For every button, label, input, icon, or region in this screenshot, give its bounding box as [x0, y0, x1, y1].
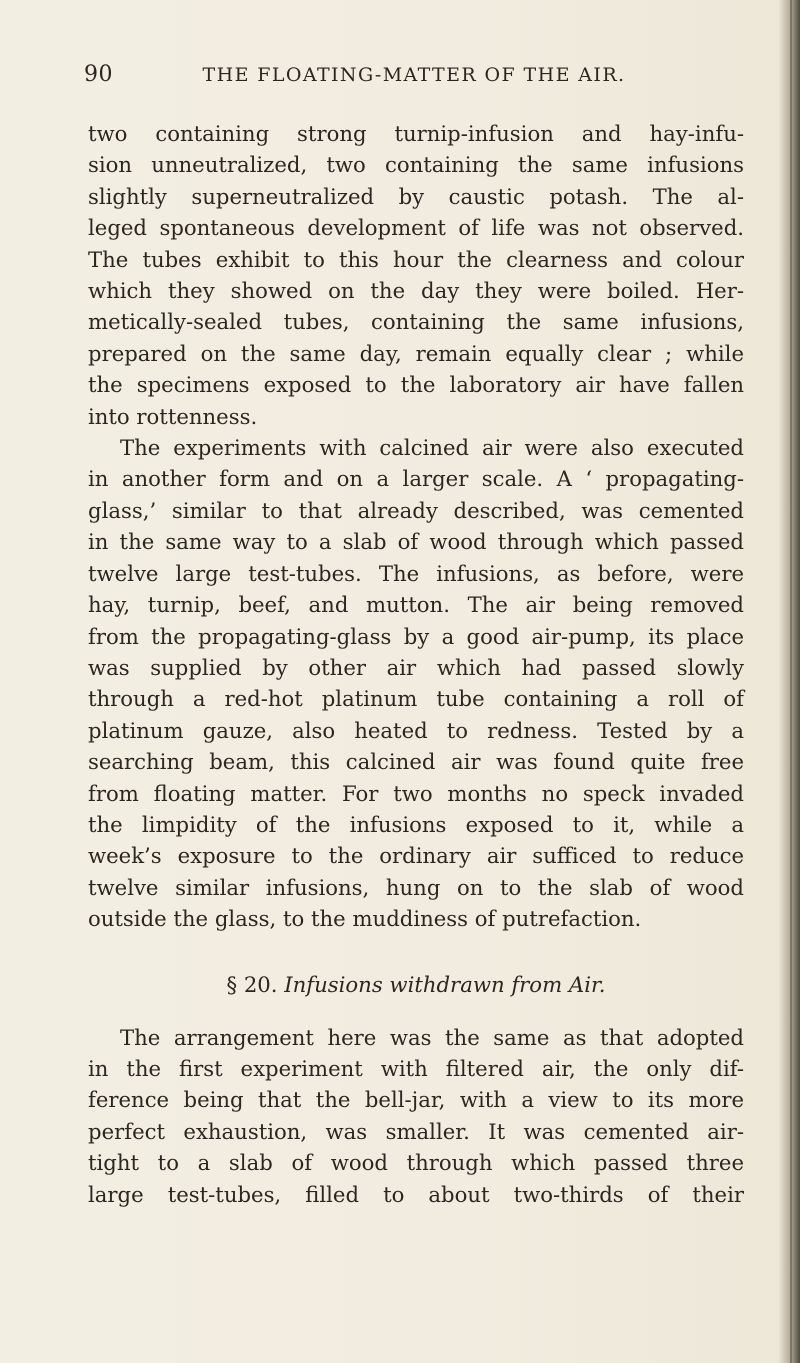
text-line: the specimens exposed to the laboratory air have fallen	[88, 372, 744, 398]
text-line: prepared on the same day, remain equally clear ; while	[88, 340, 744, 366]
text-line: hay, turnip, beef, and mutton. The air being removed	[88, 592, 744, 618]
text-line: which they showed on the day they were boiled. Her-	[88, 278, 744, 304]
running-head-title: THE FLOATING-MATTER OF THE AIR.	[202, 64, 626, 86]
text-line: searching beam, this calcined air was found quite free	[88, 749, 744, 775]
text-line: large test-tubes, filled to about two-thirds of their	[88, 1181, 744, 1207]
text-line: sion unneutralized, two containing the same infusions	[88, 152, 744, 178]
text-line: The tubes exhibit to this hour the clearness and colour	[88, 246, 744, 272]
text-line: the limpidity of the infusions exposed to it, while a	[88, 811, 744, 837]
paragraph-2	[88, 432, 744, 935]
text-line: in another form and on a larger scale. A ‘ propagating-	[88, 466, 744, 492]
text-line: week’s exposure to the ordinary air sufficed to reduce	[88, 843, 744, 869]
page-number: 90	[84, 62, 113, 87]
running-head	[84, 62, 744, 92]
section-title: Infusions withdrawn from Air.	[284, 971, 606, 997]
text-line: two containing strong turnip-infusion and hay-infu-	[88, 121, 744, 146]
section-heading	[88, 969, 744, 1000]
text-line: from the propagating-glass by a good air-pump, its place	[88, 623, 744, 649]
text-line: The arrangement here was the same as that adopted	[120, 1024, 744, 1050]
paragraph-3	[88, 1022, 744, 1210]
text-line: perfect exhaustion, was smaller. It was cemented air-	[88, 1118, 744, 1144]
text-line: ference being that the bell-jar, with a view to its more	[88, 1087, 744, 1113]
text-line: into rottenness.	[88, 403, 258, 429]
text-line: in the same way to a slab of wood through which passed	[88, 529, 744, 555]
text-line: was supplied by other air which had passed slowly	[88, 654, 744, 680]
text-line: The experiments with calcined air were also executed	[120, 435, 744, 461]
text-line: metically-sealed tubes, containing the same infusions,	[88, 309, 744, 335]
text-line: twelve large test-tubes. The infusions, as before, were	[88, 560, 744, 586]
section-number: § 20.	[226, 971, 278, 997]
text-line: in the first experiment with filtered air, the only dif-	[88, 1055, 744, 1081]
text-line: through a red-hot platinum tube containing a roll of	[88, 686, 744, 712]
text-line: leged spontaneous development of life was not observed.	[88, 215, 744, 241]
text-line: glass,’ similar to that already described, was cemented	[88, 497, 744, 523]
paragraph-1	[88, 118, 744, 432]
text-line: from floating matter. For two months no speck invaded	[88, 780, 744, 806]
page-edge-line	[790, 0, 792, 1363]
text-line: outside the glass, to the muddiness of putrefaction.	[88, 906, 642, 932]
text-line: twelve similar infusions, hung on to the slab of wood	[88, 874, 744, 900]
text-line: platinum gauze, also heated to redness. Tested by a	[88, 717, 744, 743]
text-line: tight to a slab of wood through which passed three	[88, 1150, 744, 1176]
text-line: slightly superneutralized by caustic potash. The al-	[88, 183, 744, 209]
page-edge-shadow	[778, 0, 800, 1363]
body-text	[88, 118, 744, 1210]
